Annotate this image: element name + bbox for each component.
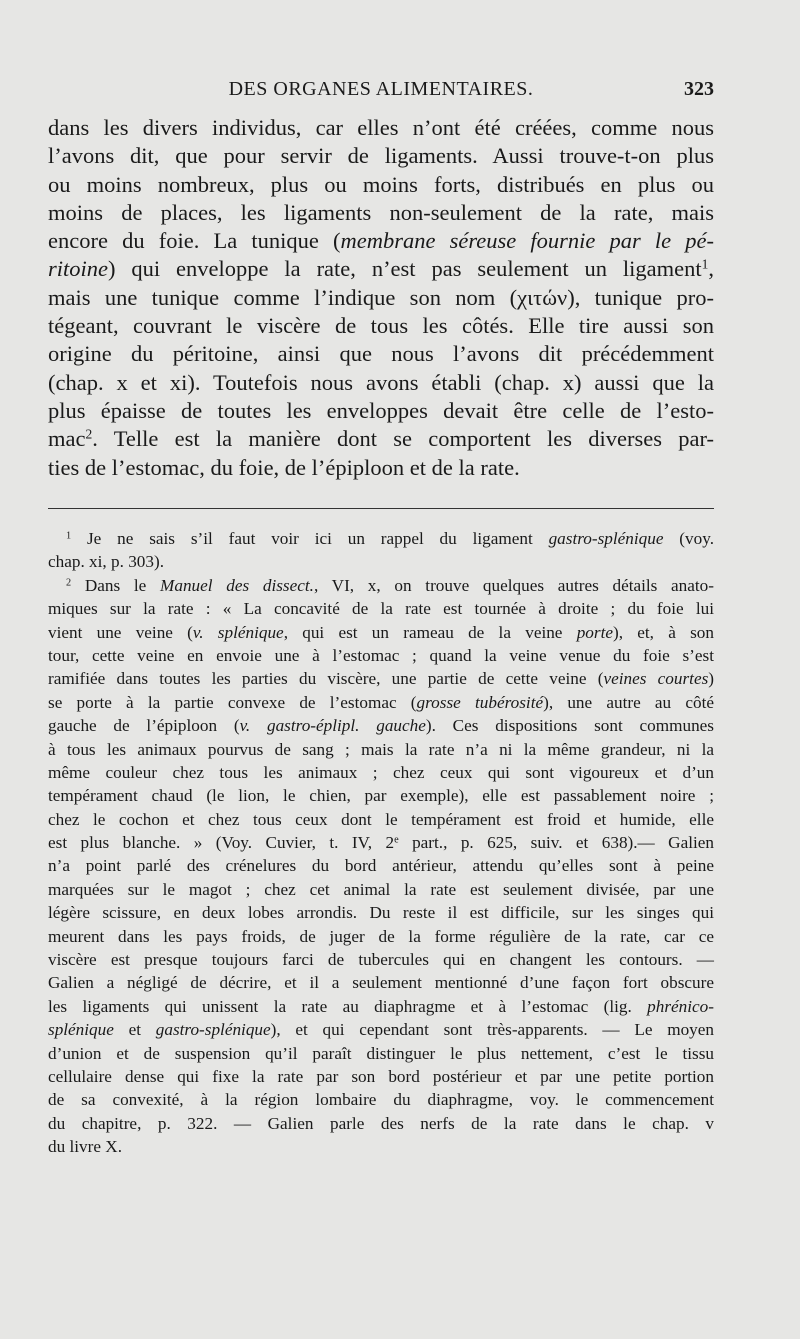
footnote-line: n’a point parlé des crénelures du bord antérieur, attendu qu’elles sont à peine	[48, 856, 714, 876]
footnote-line: se porte à la partie convexe de l’estomac (grosse tubérosité), une autre au côté	[48, 692, 714, 712]
running-title: DES ORGANES ALIMENTAIRES.	[228, 78, 534, 100]
body-line: tégeant, couvrant le viscère de tous les côtés. Elle tire aussi son	[48, 313, 714, 339]
footnote-line: tempérament chaud (le lion, le chien, par exemple), elle est passablement noire ;	[48, 786, 714, 806]
footnote-line: les ligaments qui unissent la rate au diaphragme et à l’estomac (lig. phrénico-	[48, 996, 714, 1016]
footnote-separator	[48, 508, 714, 509]
body-line: dans les divers individus, car elles n’ont été créées, comme nous	[48, 115, 714, 140]
footnote-line: vient une veine (v. splénique, qui est un rameau de la veine porte), et, à son	[48, 622, 714, 642]
footnote-line: même couleur chez tous les animaux ; chez ceux qui sont vigoureux et d’un	[48, 762, 714, 782]
footnote-line: meurent dans les pays froids, de juger de la forme régulière de la rate, car ce	[48, 926, 714, 946]
body-line: moins de places, les ligaments non-seulement de la rate, mais	[48, 199, 714, 225]
footnote-line: $^1$ Je ne sais s’il faut voir ici un rappel du ligament gastro-splénique (voy.	[66, 529, 714, 548]
footnote-line: tour, cette veine en envoie une à l’estomac ; quand la veine venue du foie s’est	[48, 645, 714, 665]
footnote-line: Galien a négligé de décrire, et il a seulement mentionné d’une façon fort obscure	[48, 973, 714, 993]
footnote-line: cellulaire dense qui fixe la rate par son bord postérieur et par une petite portion	[48, 1066, 714, 1086]
main-text	[48, 114, 714, 482]
footnote-line: chez le cochon et chez tous ceux dont le tempérament est froid et humide, elle	[48, 809, 714, 829]
footnote-line: du chapitre, p. 322. — Galien parle des nerfs de la rate dans le chap. v	[48, 1113, 714, 1133]
footnote-line: légère scissure, en deux lobes arrondis. Du reste il est difficile, sur les singes qui	[48, 903, 714, 923]
footnote-line: à tous les animaux pourvus de sang ; mais la rate n’a ni la même grandeur, ni la	[48, 739, 714, 759]
footnote-line: d’union et de suspension qu’il paraît distinguer le plus nettement, c’est le tissu	[48, 1043, 714, 1063]
footnote-line: est plus blanche. » (Voy. Cuvier, t. IV, 2e part., p. 625, suiv. et 638).— Galien	[48, 833, 714, 853]
page-header	[48, 78, 714, 106]
body-line: l’avons dit, que pour servir de ligaments. Aussi trouve-t-on plus	[48, 143, 714, 169]
footnote-line: ramifiée dans toutes les parties du viscère, une partie de cette veine (veines courtes)	[48, 669, 714, 689]
body-line: mac$^2$. Telle est la manière dont se comportent les diverses par-	[48, 426, 714, 452]
footnotes	[48, 527, 714, 1159]
footnote-line: chap. xi, p. 303).	[48, 552, 164, 572]
body-line: ties de l’estomac, du foie, de l’épiploon et de la rate.	[48, 454, 520, 480]
footnote-line: splénique et gastro-splénique), et qui cependant sont très-apparents. — Le moyen	[48, 1020, 714, 1040]
body-line: ritoine) qui enveloppe la rate, n’est pas seulement un ligament$^1$,	[48, 256, 714, 282]
footnote-line: $^2$ Dans le Manuel des dissect., VI, x, on trouve quelques autres détails anato-	[66, 575, 714, 595]
footnote-line: du livre X.	[48, 1137, 122, 1157]
footnote-line: de sa convexité, à la région lombaire du diaphragme, voy. le commencement	[48, 1090, 714, 1110]
body-line: mais une tunique comme l’indique son nom (χιτών), tunique pro-	[48, 284, 714, 310]
footnote-line: gauche de l’épiploon (v. gastro-éplipl. gauche). Ces dispositions sont communes	[48, 716, 714, 736]
body-line: ou moins nombreux, plus ou moins forts, distribués en plus ou	[48, 171, 714, 197]
body-line: encore du foie. La tunique (membrane séreuse fournie par le pé-	[48, 228, 714, 254]
footnote-line: viscère est presque toujours farci de tubercules qui en changent les contours. —	[48, 950, 714, 970]
footnote-line: miques sur la rate : « La concavité de la rate est tournée à droite ; du foie lui	[48, 599, 714, 619]
body-line: origine du péritoine, ainsi que nous l’avons dit précédemment	[48, 341, 714, 367]
body-line: plus épaisse de toutes les enveloppes devait être celle de l’esto-	[48, 397, 714, 423]
footnote-line: marquées sur le magot ; chez cet animal la rate est seulement divisée, par une	[48, 879, 714, 899]
page-number: 323	[684, 78, 714, 100]
body-line: (chap. x et xi). Toutefois nous avons établi (chap. x) aussi que la	[48, 369, 714, 395]
